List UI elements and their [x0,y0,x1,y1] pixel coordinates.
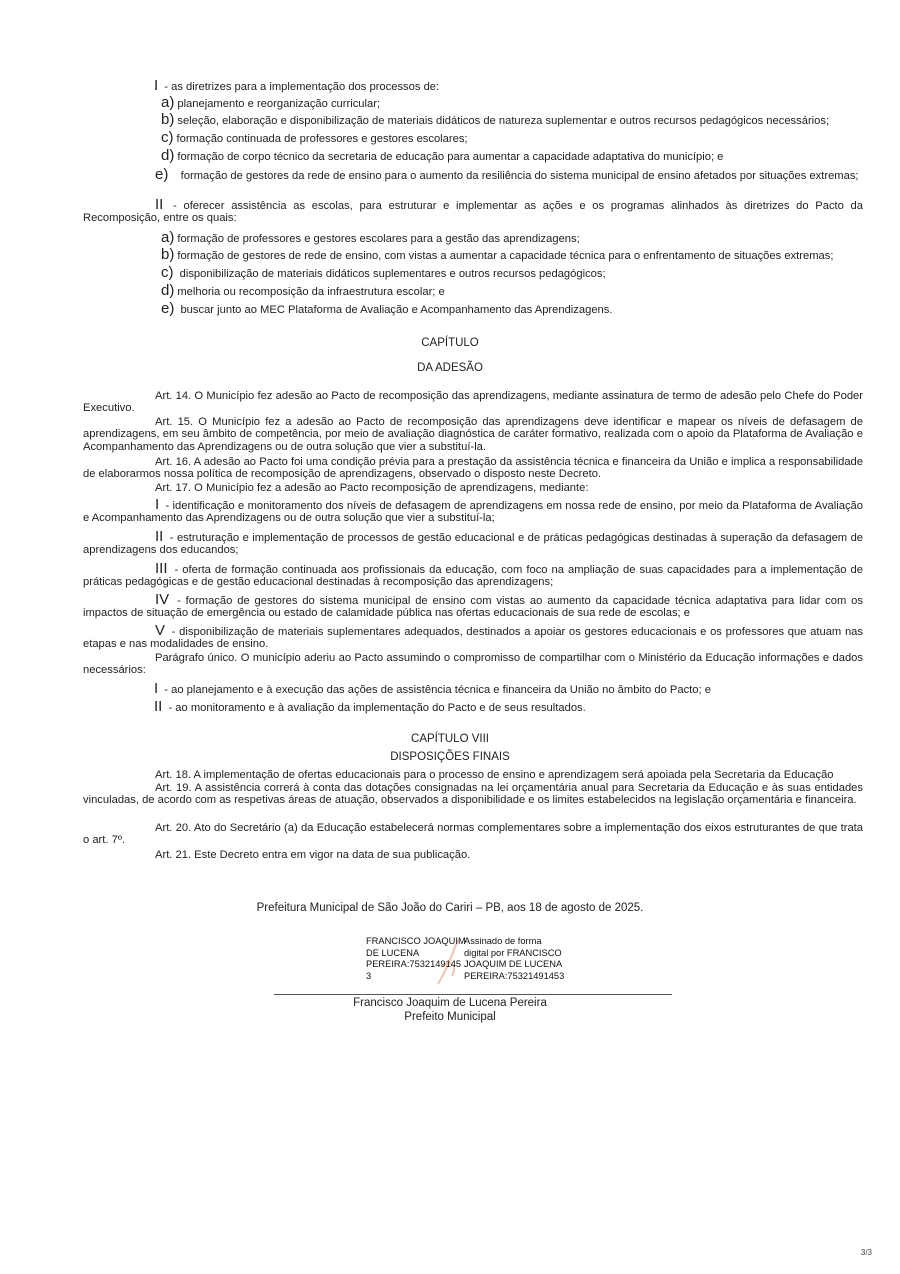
item-d: d) formação de corpo técnico da secretaria de educação para aumentar a capacidade adaptativa do município; e [161,147,724,164]
chapter-title: CAPÍTULO [421,337,479,349]
article-17-item-I: I - identificação e monitoramento dos níveis de defasagem de aprendizagens em nossa rede de ensino, por meio da Plataforma de Avaliação e Acompanhamento das Aprendizagens ou de outra solução que vier a substituí-la; [83,496,863,525]
item-I: I - as diretrizes para a implementação dos processos de: [154,77,440,94]
article-16: Art. 16. A adesão ao Pacto foi uma condição prévia para a prestação da assistência técnica e financeira da União e implica a responsabilidade de elaborarmos nossa política de recomposição de aprendizagens, observado o disposto neste Decreto. [83,456,863,481]
article-19: Art. 19. A assistência correrá à conta das dotações consignadas na lei orçamentária anual para Secretaria da Educação e às suas entidades vinculadas, de acordo com as respetivas áreas de atuação, observados a disponibilidade e os limites estabelecidos na legislação orçamentária e financeira. [83,782,863,807]
article-21: Art. 21. Este Decreto entra em vigor na data de sua publicação. [155,849,471,861]
paragrafo-item-I: I - ao planejamento e à execução das ações de assistência técnica e financeira da União no âmbito do Pacto; e [154,680,711,697]
article-20: Art. 20. Ato do Secretário (a) da Educação estabelecerá normas complementares sobre a implementação dos eixos estruturantes de que trata o art. 7º. [83,822,863,847]
chapter8-subtitle: DISPOSIÇÕES FINAIS [390,751,510,763]
article-17-item-V: V - disponibilização de materiais suplementares adequados, destinados a apoiar os gestores educacionais e os professores que atuam nas etapas e nas modalidades de ensino. [83,622,863,651]
paragrafo-item-II: II - ao monitoramento e à avaliação da implementação do Pacto e de seus resultados. [154,698,586,715]
article-17-item-II: II - estruturação e implementação de processos de gestão educacional e de práticas pedagógicas destinadas à superação da defasagem de aprendizagens dos educandos; [83,528,864,557]
item-d2: d) melhoria ou recomposição da infraestrutura escolar; e [161,282,445,299]
item-e: e) formação de gestores da rede de ensino para o aumento da resiliência do sistema municipal de ensino afetados por situações extremas; [155,166,859,183]
article-14: Art. 14. O Município fez adesão ao Pacto de recomposição das aprendizagens, mediante assinatura de termo de adesão pelo Chefe do Poder Executivo. [83,390,863,415]
chapter-subtitle: DA ADESÃO [417,362,483,374]
item-e2: e) buscar junto ao MEC Plataforma de Avaliação e Acompanhamento das Aprendizagens. [161,300,613,317]
place-date: Prefeitura Municipal de São João do Cariri – PB, aos 18 de agosto de 2025. [256,902,644,914]
signer-role: Prefeito Municipal [404,1011,496,1023]
signer-name: Francisco Joaquim de Lucena Pereira [353,997,547,1009]
article-17: Art. 17. O Município fez a adesão ao Pacto recomposição de aprendizagens, mediante: [155,482,589,494]
paragrafo-unico: Parágrafo único. O município aderiu ao Pacto assumindo o compromisso de compartilhar com o Ministério da Educação informações e dados necessários: [83,652,863,677]
article-15: Art. 15. O Município fez a adesão ao Pacto de recomposição das aprendizagens deve identificar e mapear os níveis de defasagem de aprendizagens, em seu âmbito de competência, por meio de avaliação diagnóstica de caráter formativo, realizada com o apoio da Plataforma de Avaliação e Acompanhamento das Aprendizagens ou de outra solução que vier a substituí-la. [83,416,863,453]
signature-line [274,994,672,995]
item-a: a) planejamento e reorganização curricular; [161,94,381,111]
item-II: II - oferecer assistência as escolas, para estruturar e implementar as ações e os programas alinhados às diretrizes do Pacto da Recomposição, entre os quais: [83,196,863,225]
chapter8-title: CAPÍTULO VIII [411,733,489,745]
item-c2: c) disponibilização de materiais didáticos suplementares e outros recursos pedagógicos; [161,264,606,281]
page-number: 3/3 [860,1248,872,1257]
signature-right: Assinado de forma digital por FRANCISCO JOAQUIM DE LUCENA PEREIRA:75321491453 [464,936,565,981]
item-b: b) seleção, elaboração e disponibilização de materiais didáticos de natureza suplementar e outros recursos pedagógicos necessários; [161,111,830,128]
item-b2: b) formação de gestores de rede de ensino, com vistas a aumentar a capacidade técnica para o enfrentamento de situações extremas; [161,246,834,263]
article-18: Art. 18. A implementação de ofertas educacionais para o processo de ensino e aprendizagem será apoiada pela Secretaria da Educação [155,769,834,781]
item-c: c) formação continuada de professores e gestores escolares; [161,129,468,146]
signature-left: FRANCISCO JOAQUIM DE LUCENA PEREIRA:7532149145 3 [366,936,466,981]
article-17-item-III: III - oferta de formação continuada aos profissionais da educação, com foco na ampliação de suas capacidades para a implementação de práticas pedagógicas e de gestão educacional destinadas à recomposição das aprendizagens; [83,560,863,589]
item-a2: a) formação de professores e gestores escolares para a gestão das aprendizagens; [161,229,580,246]
article-17-item-IV: IV - formação de gestores do sistema municipal de ensino com vistas ao aumento da capacidade técnica adaptativa para lidar com os impactos de situação de emergência ou estado de calamidade pública nas ofertas educacionais de sua rede de escolas; e [83,591,864,620]
